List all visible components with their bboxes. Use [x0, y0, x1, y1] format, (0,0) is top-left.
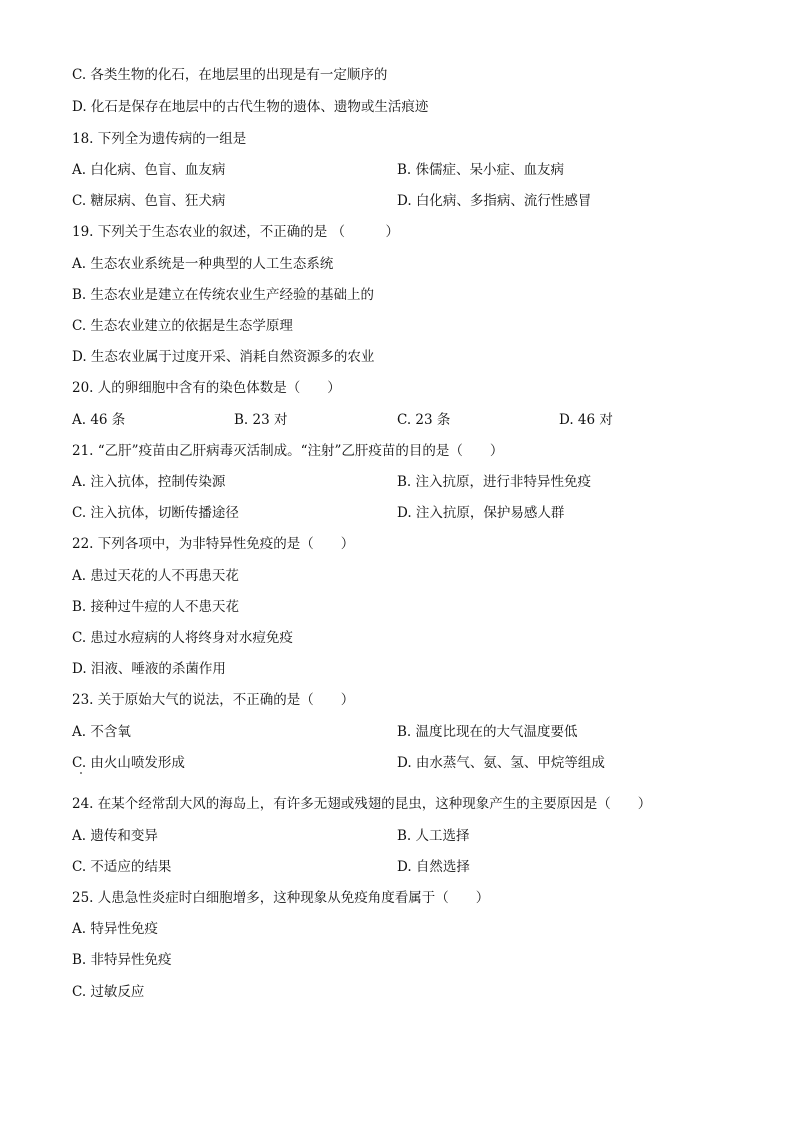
- q20-stem: 20. 人的卵细胞中含有的染色体数是（ ）: [72, 380, 341, 396]
- q21-options-row1: [72, 472, 762, 492]
- q21-stem: 21. “乙肝”疫苗由乙肝病毒灭活制成。“注射”乙肝疫苗的目的是（ ）: [72, 443, 504, 459]
- q24-option-c: C. 不适应的结果: [72, 859, 172, 875]
- q22-option-b: B. 接种过牛痘的人不患天花: [72, 599, 240, 615]
- q21-option-c: C. 注入抗体，切断传播途径: [72, 505, 239, 521]
- q19-option-d: D. 生态农业属于过度开采、消耗自然资源多的农业: [72, 349, 375, 365]
- q23-option-b: B. 温度比现在的大气温度要低: [397, 724, 578, 740]
- stray-dot-mark: [80, 772, 82, 774]
- q18-option-a: A. 白化病、色盲、血友病: [72, 162, 226, 178]
- q21-option-d: D. 注入抗原，保护易感人群: [397, 505, 565, 521]
- q24-options-row2: [72, 857, 762, 877]
- q18-option-d: D. 白化病、多指病、流行性感冒: [397, 193, 592, 209]
- q21-option-a: A. 注入抗体，控制传染源: [72, 474, 226, 490]
- q23-options-row2: [72, 753, 762, 773]
- q21-options-row2: [72, 503, 762, 523]
- q19-option-a: A. 生态农业系统是一种典型的人工生态系统: [72, 256, 334, 272]
- q17-option-d: D. 化石是保存在地层中的古代生物的遗体、遗物或生活痕迹: [72, 99, 429, 115]
- q23-option-d: D. 由水蒸气、氨、氢、甲烷等组成: [397, 755, 605, 771]
- q17-option-c: C. 各类生物的化石，在地层里的出现是有一定顺序的: [72, 67, 388, 83]
- q23-option-c: C. 由火山喷发形成: [72, 755, 185, 771]
- q22-option-d: D. 泪液、唾液的杀菌作用: [72, 661, 226, 677]
- q24-stem: 24. 在某个经常刮大风的海岛上，有许多无翅或残翅的昆虫，这种现象产生的主要原因是（ ）: [72, 796, 652, 812]
- q20-option-b: B. 23 对: [234, 412, 288, 428]
- q23-options-row1: [72, 722, 762, 742]
- q20-option-d: D. 46 对: [559, 412, 613, 428]
- q18-option-c: C. 糖尿病、色盲、狂犬病: [72, 193, 226, 209]
- q21-option-b: B. 注入抗原，进行非特异性免疫: [397, 474, 592, 490]
- q19-option-c: C. 生态农业建立的依据是生态学原理: [72, 318, 293, 334]
- q25-option-a: A. 特异性免疫: [72, 921, 158, 937]
- q24-option-b: B. 人工选择: [397, 828, 470, 844]
- q18-option-b: B. 侏儒症、呆小症、血友病: [397, 162, 565, 178]
- q23-stem: 23. 关于原始大气的说法，不正确的是（ ）: [72, 692, 355, 708]
- q20-option-c: C. 23 条: [397, 412, 451, 428]
- q22-option-a: A. 患过天花的人不再患天花: [72, 568, 239, 584]
- q23-option-a: A. 不含氧: [72, 724, 131, 740]
- q19-option-b: B. 生态农业是建立在传统农业生产经验的基础上的: [72, 287, 375, 303]
- q22-option-c: C. 患过水痘病的人将终身对水痘免疫: [72, 630, 293, 646]
- q25-option-b: B. 非特异性免疫: [72, 952, 172, 968]
- q22-stem: 22. 下列各项中，为非特异性免疫的是（ ）: [72, 536, 355, 552]
- q20-options-row: [72, 410, 762, 430]
- q25-stem: 25. 人患急性炎症时白细胞增多，这种现象从免疫角度看属于（ ）: [72, 890, 490, 906]
- q18-options-row2: [72, 191, 762, 211]
- q25-option-c: C. 过敏反应: [72, 984, 145, 1000]
- q24-option-d: D. 自然选择: [397, 859, 470, 875]
- q20-option-a: A. 46 条: [72, 412, 126, 428]
- q24-options-row1: [72, 826, 762, 846]
- q19-stem: 19. 下列关于生态农业的叙述，不正确的是 （ ）: [72, 224, 400, 240]
- q18-stem: 18. 下列全为遗传病的一组是: [72, 131, 247, 147]
- q24-option-a: A. 遗传和变异: [72, 828, 158, 844]
- q18-options-row1: [72, 160, 762, 180]
